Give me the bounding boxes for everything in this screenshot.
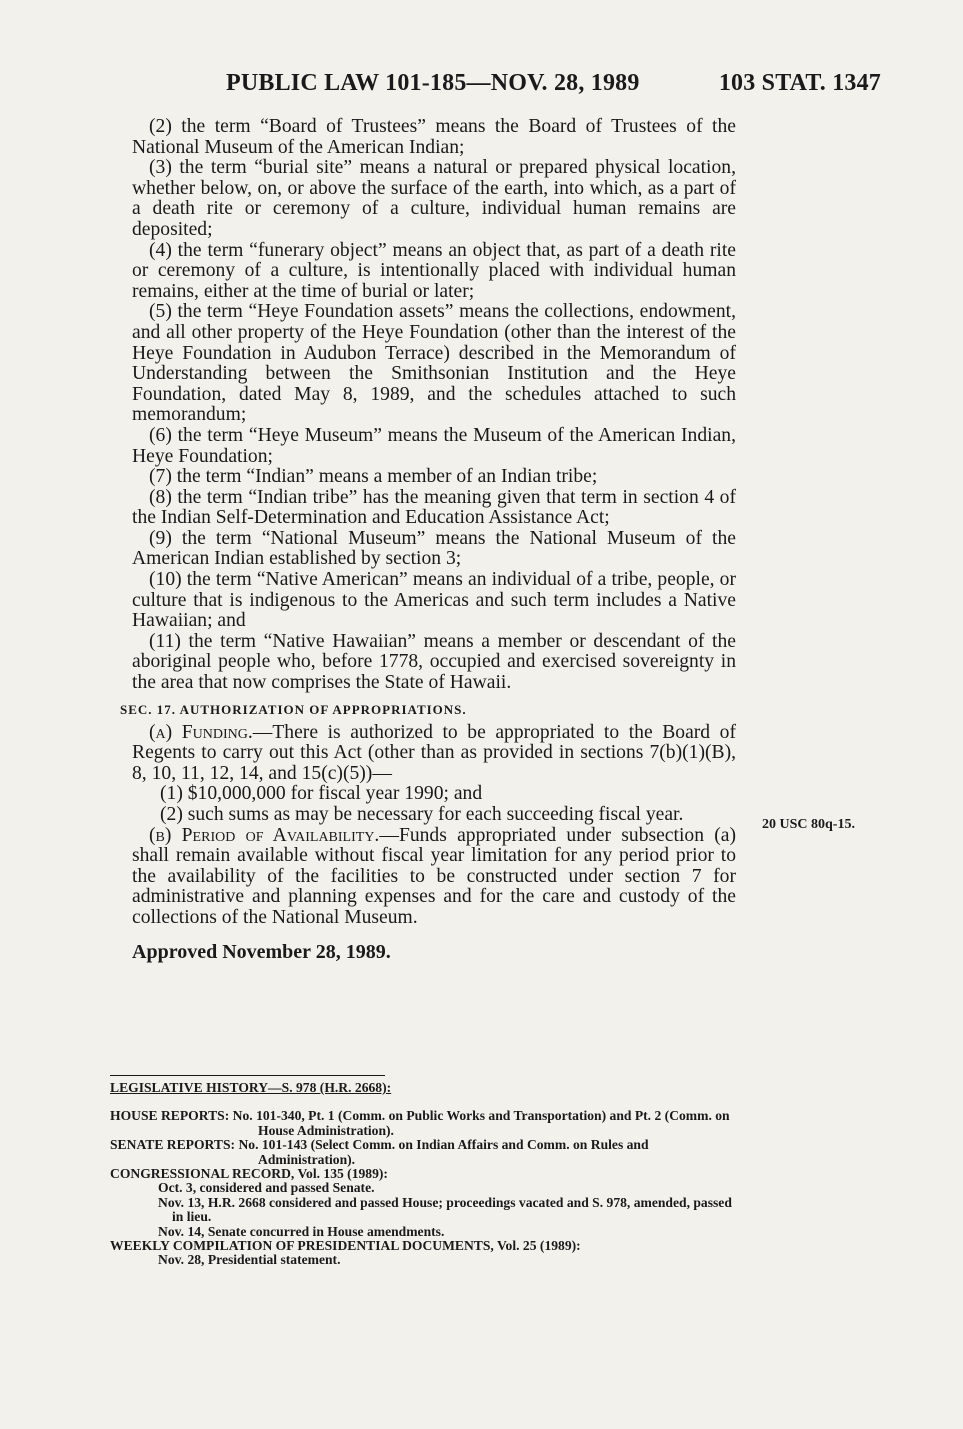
record-item: Nov. 13, H.R. 2668 considered and passed House; proceedings vacated and S. 978, amended, passed in lieu. <box>158 1194 732 1225</box>
senate-reports <box>110 1138 740 1167</box>
subsection-b <box>132 826 736 929</box>
page-title: PUBLIC LAW 101-185—NOV. 28, 1989 <box>226 70 640 96</box>
approved-date: Approved November 28, 1989. <box>132 940 391 963</box>
subsection-a-text: —There is authorized to be appropriated to the Board of Regents to carry out this Act (other than as provided in sections 7(b)(1)(B), 8, 10, 11, 12, 14, and 15(c)(5))— <box>132 721 736 784</box>
subsection-a <box>132 723 736 785</box>
funding-item-2: (2) such sums as may be necessary for each succeeding fiscal year. <box>160 804 684 825</box>
divider-rule <box>110 1075 385 1076</box>
definition-8: (8) the term “Indian tribe” has the meaning given that term in section 4 of the Indian Self-Determination and Education Assistance Act; <box>132 486 736 529</box>
subsection-b-text: —Funds appropriated under subsection (a) shall remain available without fiscal year limitation for any period prior to the availability of the facilities to be constructed under section 7 for administrative and planning expenses and for the care and custody of the collections of the National Museum. <box>132 824 736 928</box>
senate-reports-text: No. 101-143 (Select Comm. on Indian Affairs and Comm. on Rules and Administration). <box>238 1137 649 1167</box>
congressional-record: CONGRESSIONAL RECORD, Vol. 135 (1989): <box>110 1166 388 1182</box>
definition-5: (5) the term “Heye Foundation assets” means the collections, endowment, and all other property of the Heye Foundation (other than the interest of the Heye Foundation in Audubon Terrace) described in the Memorandum of Understanding between the Smithsonian Institution and the Heye Foundation, dated May 8, 1989, and the schedules attached to such memorandum; <box>132 301 736 426</box>
house-reports-label: HOUSE REPORTS: <box>110 1108 230 1124</box>
senate-reports-label: SENATE REPORTS: <box>110 1137 236 1153</box>
subsection-a-label: (a) Funding. <box>149 721 253 743</box>
definition-3: (3) the term “burial site” means a natural or prepared physical location, whether below, on, or above the surface of the earth, into which, as a part of a death rite or ceremony of a culture, individual human remains are deposited; <box>132 157 736 240</box>
stat-citation: 103 STAT. 1347 <box>718 70 881 96</box>
weekly-item: Nov. 28, Presidential statement. <box>158 1252 341 1268</box>
legislative-history <box>110 1081 740 1268</box>
running-head <box>226 70 881 97</box>
definition-7: (7) the term “Indian” means a member of an Indian tribe; <box>149 466 598 488</box>
definition-4: (4) the term “funerary object” means an object that, as part of a death rite or ceremony of a culture, is intentionally placed with individual human remains, either at the time of burial or later; <box>132 239 736 302</box>
definition-10: (10) the term “Native American” means an individual of a tribe, people, or culture that is indigenous to the Americas and such term includes a Native Hawaiian; and <box>132 569 736 632</box>
subsection-b-label: (b) Period of Availability. <box>149 824 380 846</box>
definition-9: (9) the term “National Museum” means the National Museum of the American Indian established by section 3; <box>132 527 736 570</box>
body-text <box>120 116 736 963</box>
weekly-compilation: WEEKLY COMPILATION OF PRESIDENTIAL DOCUMENTS, Vol. 25 (1989): <box>110 1238 581 1254</box>
record-item: Oct. 3, considered and passed Senate. <box>158 1180 375 1196</box>
usc-margin-note: 20 USC 80q-15. <box>762 817 855 832</box>
definition-6: (6) the term “Heye Museum” means the Museum of the American Indian, Heye Foundation; <box>132 424 736 467</box>
legislative-history-heading: LEGISLATIVE HISTORY—S. 978 (H.R. 2668): <box>110 1080 392 1095</box>
house-reports <box>110 1109 740 1138</box>
definition-2: (2) the term “Board of Trustees” means the Board of Trustees of the National Museum of the American Indian; <box>132 116 736 158</box>
section-heading: SEC. 17. AUTHORIZATION OF APPROPRIATIONS. <box>120 701 467 717</box>
funding-item-1: (1) $10,000,000 for fiscal year 1990; and <box>160 783 483 805</box>
house-reports-text: No. 101-340, Pt. 1 (Comm. on Public Works and Transportation) and Pt. 2 (Comm. on House Administration). <box>232 1108 730 1138</box>
definition-11: (11) the term “Native Hawaiian” means a member or descendant of the aboriginal people who, before 1778, occupied and exercised sovereignty in the area that now comprises the State of Hawaii. <box>132 630 736 694</box>
record-item: Nov. 14, Senate concurred in House amendments. <box>158 1223 445 1239</box>
